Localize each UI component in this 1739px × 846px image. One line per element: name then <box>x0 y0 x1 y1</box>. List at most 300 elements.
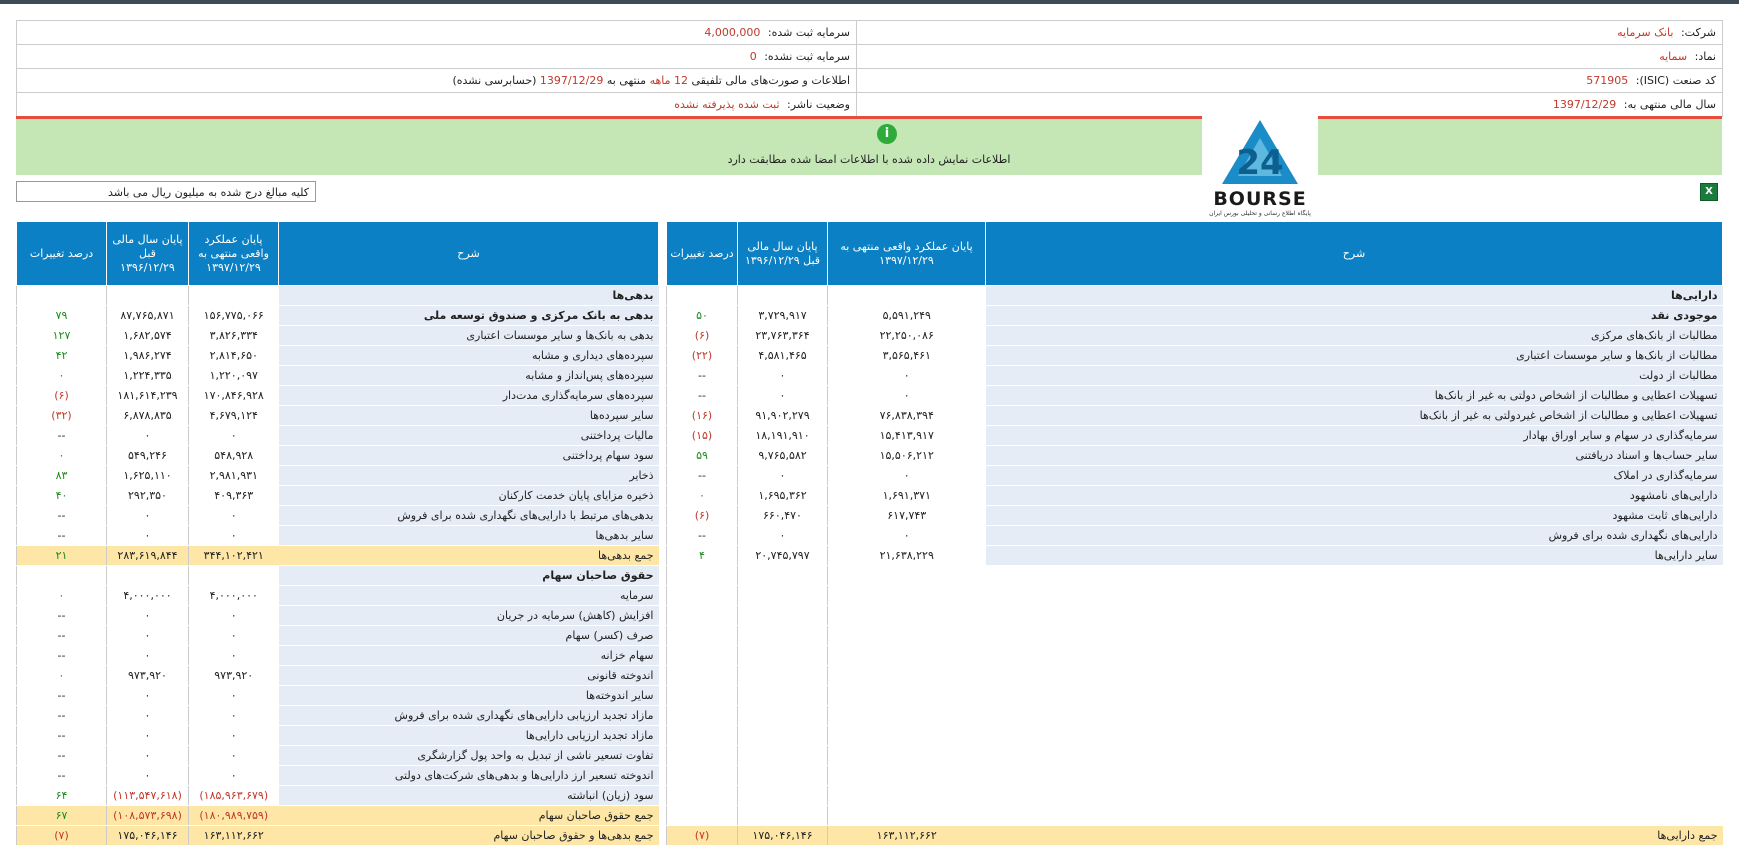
row-desc: سود سهام پرداختنی <box>279 446 659 466</box>
row-current <box>189 286 279 306</box>
isic-label: کد صنعت (ISIC): <box>1635 74 1716 87</box>
row-current: (۱۸۵,۹۶۳,۶۷۹) <box>189 786 279 806</box>
row-change: ۵۰ <box>667 306 738 326</box>
row-change: -- <box>17 686 107 706</box>
table-row <box>17 786 659 806</box>
total-change: (۷) <box>667 826 738 846</box>
row-previous: (۱۱۳,۵۴۷,۶۱۸) <box>107 786 189 806</box>
row-change: ۴ <box>667 546 738 566</box>
row-previous: ۰ <box>107 506 189 526</box>
empty-cell <box>738 586 828 606</box>
row-change: ۰ <box>667 486 738 506</box>
row-change: (۶) <box>667 506 738 526</box>
table-row <box>17 426 659 446</box>
row-desc: سرمایه‌گذاری در سهام و سایر اوراق بهادار <box>986 426 1723 446</box>
empty-cell <box>828 606 986 626</box>
row-desc: جمع بدهی‌ها <box>279 546 659 566</box>
table-row <box>17 446 659 466</box>
empty-cell <box>986 686 1723 706</box>
row-previous: ۶,۸۷۸,۸۳۵ <box>107 406 189 426</box>
row-previous: ۹۷۳,۹۲۰ <box>107 666 189 686</box>
company-cell <box>857 21 1723 45</box>
empty-cell <box>828 706 986 726</box>
empty-cell <box>667 726 738 746</box>
fiscal-year-value: 1397/12/29 <box>1552 98 1617 111</box>
total-change: (۷) <box>17 826 107 846</box>
empty-cell <box>828 766 986 786</box>
row-current: ۱۷۰,۸۴۶,۹۲۸ <box>189 386 279 406</box>
row-previous: ۹,۷۶۵,۵۸۲ <box>738 446 828 466</box>
row-previous: ۰ <box>107 686 189 706</box>
fiscal-year-label: سال مالی منتهی به: <box>1623 98 1716 111</box>
row-previous <box>107 286 189 306</box>
row-current: ۰ <box>189 706 279 726</box>
row-previous: ۲۳,۷۶۳,۳۶۴ <box>738 326 828 346</box>
empty-cell <box>667 786 738 806</box>
total-previous: ۱۷۵,۰۴۶,۱۴۶ <box>107 826 189 846</box>
table-row <box>17 506 659 526</box>
row-desc: سایر اندوخته‌ها <box>279 686 659 706</box>
row-previous: ۱۸۱,۶۱۴,۲۳۹ <box>107 386 189 406</box>
empty-row <box>667 726 1723 746</box>
empty-row <box>667 786 1723 806</box>
empty-cell <box>738 806 828 826</box>
row-desc: مازاد تجدید ارزیابی دارایی‌ها <box>279 726 659 746</box>
empty-row <box>667 766 1723 786</box>
row-change: ۴۲ <box>17 346 107 366</box>
row-change: (۳۲) <box>17 406 107 426</box>
row-change: -- <box>17 726 107 746</box>
verification-notice <box>16 119 1722 175</box>
units-note: کلیه مبالغ درج شده به میلیون ریال می باشد <box>16 181 316 202</box>
row-desc: سایر سپرده‌ها <box>279 406 659 426</box>
empty-cell <box>667 706 738 726</box>
empty-cell <box>828 566 986 586</box>
empty-row <box>667 586 1723 606</box>
table-row <box>17 646 659 666</box>
row-desc: بدهی‌ها <box>279 286 659 306</box>
row-current: ۱۵,۴۱۳,۹۱۷ <box>828 426 986 446</box>
bourse-logo[interactable] <box>1202 112 1318 227</box>
row-current: ۰ <box>189 766 279 786</box>
empty-cell <box>828 626 986 646</box>
table-row <box>667 346 1723 366</box>
table-row <box>17 306 659 326</box>
row-change: -- <box>667 366 738 386</box>
empty-cell <box>828 806 986 826</box>
registered-capital-value: 4,000,000 <box>704 26 761 39</box>
row-current: ۰ <box>189 686 279 706</box>
svg-text:24: 24 <box>1236 143 1284 183</box>
row-desc: سود (زیان) انباشته <box>279 786 659 806</box>
row-desc: تسهیلات اعطایی و مطالبات از اشخاص دولتی به غیر از بانک‌ها <box>986 386 1723 406</box>
empty-row <box>667 686 1723 706</box>
row-current: ۰ <box>189 646 279 666</box>
company-info-table <box>16 20 1723 117</box>
report-prefix: اطلاعات و صورت‌های مالی تلفیقی <box>691 74 850 87</box>
row-previous: ۰ <box>107 606 189 626</box>
row-current: ۱,۶۹۱,۳۷۱ <box>828 486 986 506</box>
table-row <box>17 326 659 346</box>
row-previous: ۶۶۰,۴۷۰ <box>738 506 828 526</box>
empty-row <box>667 606 1723 626</box>
section-row <box>17 566 659 586</box>
row-current: ۴,۰۰۰,۰۰۰ <box>189 586 279 606</box>
row-previous: ۳,۷۲۹,۹۱۷ <box>738 306 828 326</box>
table-row <box>667 366 1723 386</box>
assets-table <box>666 221 1723 846</box>
empty-cell <box>738 686 828 706</box>
report-suffix: (حسابرسی نشده) <box>452 74 537 87</box>
row-previous: ۹۱,۹۰۲,۲۷۹ <box>738 406 828 426</box>
liabilities-table <box>16 221 659 846</box>
row-current: ۰ <box>189 506 279 526</box>
logo-subtitle: پایگاه اطلاع رسانی و تحلیلی بورس ایران <box>1209 210 1311 217</box>
liabilities-change-header: درصد تغییرات <box>17 222 107 286</box>
publisher-status-label: وضعیت ناشر: <box>787 98 850 111</box>
empty-cell <box>986 806 1723 826</box>
assets-change-header: درصد تغییرات <box>667 222 738 286</box>
row-change: -- <box>17 706 107 726</box>
table-row <box>667 426 1723 446</box>
empty-cell <box>667 806 738 826</box>
total-row <box>17 806 659 826</box>
row-desc: سرمایه‌گذاری در املاک <box>986 466 1723 486</box>
row-current: ۱۵۶,۷۷۵,۰۶۶ <box>189 306 279 326</box>
table-row <box>667 306 1723 326</box>
table-row <box>17 386 659 406</box>
publisher-status-cell <box>17 93 857 117</box>
symbol-value[interactable]: سمایه <box>1659 50 1688 63</box>
publisher-status-value: ثبت شده پذیرفته نشده <box>674 98 780 111</box>
empty-cell <box>986 786 1723 806</box>
row-current: ۰ <box>189 526 279 546</box>
liabilities-current-header: پایان عملکرد واقعی منتهی به ۱۳۹۷/۱۲/۲۹ <box>189 222 279 286</box>
empty-cell <box>986 646 1723 666</box>
row-previous: ۰ <box>738 366 828 386</box>
row-change: ۶۷ <box>17 806 107 826</box>
table-row <box>17 586 659 606</box>
empty-cell <box>986 746 1723 766</box>
row-desc: مطالبات از دولت <box>986 366 1723 386</box>
table-row <box>17 746 659 766</box>
row-change: -- <box>667 386 738 406</box>
table-row <box>17 686 659 706</box>
empty-cell <box>738 786 828 806</box>
empty-row <box>667 666 1723 686</box>
row-current: ۳,۸۲۶,۳۳۴ <box>189 326 279 346</box>
row-change: ۴۰ <box>17 486 107 506</box>
empty-cell <box>738 626 828 646</box>
row-current <box>189 566 279 586</box>
logo-brand: BOURSE <box>1213 188 1307 210</box>
symbol-cell <box>857 45 1723 69</box>
row-previous: ۲۸۳,۶۱۹,۸۴۴ <box>107 546 189 566</box>
empty-cell <box>738 766 828 786</box>
row-desc: دارایی‌های ثابت مشهود <box>986 506 1723 526</box>
row-previous: ۰ <box>107 626 189 646</box>
row-previous: ۲۹۲,۳۵۰ <box>107 486 189 506</box>
row-current: ۳,۵۶۵,۴۶۱ <box>828 346 986 366</box>
row-previous: ۰ <box>107 646 189 666</box>
row-desc: دارایی‌های نامشهود <box>986 486 1723 506</box>
table-row <box>17 406 659 426</box>
table-row <box>17 366 659 386</box>
row-change: ۰ <box>17 666 107 686</box>
row-previous: ۴,۰۰۰,۰۰۰ <box>107 586 189 606</box>
row-desc: دارایی‌های نگهداری شده برای فروش <box>986 526 1723 546</box>
table-row <box>17 726 659 746</box>
row-desc: سپرده‌های پس‌انداز و مشابه <box>279 366 659 386</box>
table-row <box>17 466 659 486</box>
section-row <box>667 286 1723 306</box>
empty-cell <box>986 706 1723 726</box>
total-row <box>17 546 659 566</box>
unregistered-capital-label: سرمایه ثبت نشده: <box>764 50 850 63</box>
section-row <box>17 286 659 306</box>
total-previous: ۱۷۵,۰۴۶,۱۴۶ <box>738 826 828 846</box>
isic-value: 571905 <box>1586 74 1629 87</box>
row-previous: ۱۸,۱۹۱,۹۱۰ <box>738 426 828 446</box>
row-previous: ۱,۶۹۵,۳۶۲ <box>738 486 828 506</box>
row-previous: ۴,۵۸۱,۴۶۵ <box>738 346 828 366</box>
row-previous: ۸۷,۷۶۵,۸۷۱ <box>107 306 189 326</box>
row-previous: ۰ <box>107 726 189 746</box>
row-current: ۰ <box>828 526 986 546</box>
row-current: ۰ <box>828 366 986 386</box>
table-row <box>667 406 1723 426</box>
row-current: ۰ <box>189 626 279 646</box>
row-desc: مازاد تجدید ارزیابی دارایی‌های نگهداری شده برای فروش <box>279 706 659 726</box>
liabilities-desc-header: شرح <box>279 222 659 286</box>
row-current: ۶۱۷,۷۴۳ <box>828 506 986 526</box>
report-title-cell <box>17 69 857 93</box>
row-change: ۲۱ <box>17 546 107 566</box>
row-desc: جمع حقوق صاحبان سهام <box>279 806 659 826</box>
empty-cell <box>828 646 986 666</box>
row-desc: سپرده‌های سرمایه‌گذاری مدت‌دار <box>279 386 659 406</box>
row-change: -- <box>17 606 107 626</box>
row-current: ۲۲,۲۵۰,۰۸۶ <box>828 326 986 346</box>
empty-cell <box>667 746 738 766</box>
row-desc: بدهی به بانک مرکزی و صندوق توسعه ملی <box>279 306 659 326</box>
row-current: (۱۸۰,۹۸۹,۷۵۹) <box>189 806 279 826</box>
isic-cell <box>857 69 1723 93</box>
table-row <box>17 486 659 506</box>
row-current: ۵۴۸,۹۲۸ <box>189 446 279 466</box>
row-change: -- <box>17 626 107 646</box>
row-previous: ۱,۶۲۵,۱۱۰ <box>107 466 189 486</box>
row-change: -- <box>17 646 107 666</box>
row-change: (۱۶) <box>667 406 738 426</box>
row-current <box>828 286 986 306</box>
empty-cell <box>667 646 738 666</box>
assets-previous-header: پایان سال مالی قبل ۱۳۹۶/۱۲/۲۹ <box>738 222 828 286</box>
row-desc: دارایی‌ها <box>986 286 1723 306</box>
row-desc: بدهی‌های مرتبط با دارایی‌های نگهداری شده برای فروش <box>279 506 659 526</box>
liabilities-previous-header: پایان سال مالی قبل ۱۳۹۶/۱۲/۲۹ <box>107 222 189 286</box>
row-change: -- <box>17 526 107 546</box>
row-desc: سهام خزانه <box>279 646 659 666</box>
row-desc: حقوق صاحبان سهام <box>279 566 659 586</box>
row-previous: ۰ <box>107 526 189 546</box>
top-bar <box>0 0 1739 4</box>
empty-cell <box>667 566 738 586</box>
empty-cell <box>738 646 828 666</box>
row-current: ۱۵,۵۰۶,۲۱۲ <box>828 446 986 466</box>
empty-row <box>667 566 1723 586</box>
row-desc: سپرده‌های دیداری و مشابه <box>279 346 659 366</box>
row-change: ۷۹ <box>17 306 107 326</box>
empty-cell <box>667 626 738 646</box>
row-previous: ۰ <box>738 466 828 486</box>
row-change: ۱۲۷ <box>17 326 107 346</box>
row-change: (۱۵) <box>667 426 738 446</box>
empty-cell <box>828 786 986 806</box>
empty-cell <box>828 666 986 686</box>
row-previous: ۲۰,۷۴۵,۷۹۷ <box>738 546 828 566</box>
empty-cell <box>828 586 986 606</box>
row-change: ۵۹ <box>667 446 738 466</box>
row-desc: سایر حساب‌ها و اسناد دریافتنی <box>986 446 1723 466</box>
table-row <box>17 706 659 726</box>
empty-cell <box>667 686 738 706</box>
empty-cell <box>667 586 738 606</box>
row-change: -- <box>17 506 107 526</box>
row-current: ۰ <box>189 726 279 746</box>
row-desc: موجودی نقد <box>986 306 1723 326</box>
empty-cell <box>828 726 986 746</box>
row-change: (۶) <box>667 326 738 346</box>
unregistered-capital-value: 0 <box>749 50 757 63</box>
row-change <box>17 286 107 306</box>
empty-cell <box>828 686 986 706</box>
table-row <box>17 606 659 626</box>
row-desc: تسهیلات اعطایی و مطالبات از اشخاص غیردولتی به غیر از بانک‌ها <box>986 406 1723 426</box>
table-row <box>667 526 1723 546</box>
row-previous: ۰ <box>738 526 828 546</box>
row-previous: ۰ <box>738 386 828 406</box>
empty-cell <box>986 766 1723 786</box>
report-mid: منتهی به <box>606 74 647 87</box>
row-desc: سایر دارایی‌ها <box>986 546 1723 566</box>
empty-cell <box>738 666 828 686</box>
logo-mark-icon <box>1202 112 1318 188</box>
row-current: ۲,۸۱۴,۶۵۰ <box>189 346 279 366</box>
table-row <box>667 546 1723 566</box>
row-current: ۰ <box>828 466 986 486</box>
table-row <box>667 386 1723 406</box>
assets-current-header: پایان عملکرد واقعی منتهی به ۱۳۹۷/۱۲/۲۹ <box>828 222 986 286</box>
row-current: ۴۰۹,۳۶۳ <box>189 486 279 506</box>
row-desc: مطالبات از بانک‌های مرکزی <box>986 326 1723 346</box>
report-date: 1397/12/29 <box>539 74 604 87</box>
empty-cell <box>738 606 828 626</box>
table-row <box>17 526 659 546</box>
table-row <box>667 326 1723 346</box>
row-previous: ۱,۲۲۴,۳۳۵ <box>107 366 189 386</box>
row-desc: ذخایر <box>279 466 659 486</box>
row-current: ۲,۹۸۱,۹۳۱ <box>189 466 279 486</box>
notice-text: اطلاعات نمایش داده شده با اطلاعات امضا شده مطابقت دارد <box>727 153 1011 166</box>
empty-cell <box>986 606 1723 626</box>
table-row <box>667 446 1723 466</box>
row-change: -- <box>667 526 738 546</box>
grand-total-row <box>17 826 659 846</box>
row-desc: اندوخته قانونی <box>279 666 659 686</box>
excel-export-icon[interactable]: X <box>1700 183 1718 201</box>
total-current: ۱۶۳,۱۱۲,۶۶۲ <box>828 826 986 846</box>
empty-cell <box>738 726 828 746</box>
empty-cell <box>986 666 1723 686</box>
symbol-label: نماد: <box>1694 50 1716 63</box>
empty-cell <box>738 706 828 726</box>
row-desc: ذخیره مزایای پایان خدمت کارکنان <box>279 486 659 506</box>
row-desc: اندوخته تسعیر ارز دارایی‌ها و بدهی‌های شرکت‌های دولتی <box>279 766 659 786</box>
table-row <box>667 466 1723 486</box>
total-desc: جمع دارایی‌ها <box>986 826 1723 846</box>
row-desc: بدهی به بانک‌ها و سایر موسسات اعتباری <box>279 326 659 346</box>
empty-cell <box>667 766 738 786</box>
registered-capital-label: سرمایه ثبت شده: <box>767 26 850 39</box>
empty-cell <box>667 606 738 626</box>
company-label: شرکت: <box>1680 26 1716 39</box>
row-previous: ۵۴۹,۲۴۶ <box>107 446 189 466</box>
row-previous: ۱,۶۸۲,۵۷۴ <box>107 326 189 346</box>
row-desc: سایر بدهی‌ها <box>279 526 659 546</box>
registered-capital-cell <box>17 21 857 45</box>
empty-row <box>667 646 1723 666</box>
row-previous: ۰ <box>107 746 189 766</box>
total-desc: جمع بدهی‌ها و حقوق صاحبان سهام <box>279 826 659 846</box>
row-change <box>17 566 107 586</box>
unregistered-capital-cell <box>17 45 857 69</box>
table-row <box>667 486 1723 506</box>
grand-total-row <box>667 826 1723 846</box>
row-previous: ۰ <box>107 426 189 446</box>
empty-cell <box>738 746 828 766</box>
row-change: ۶۴ <box>17 786 107 806</box>
row-change: ۰ <box>17 446 107 466</box>
total-current: ۱۶۳,۱۱۲,۶۶۲ <box>189 826 279 846</box>
row-previous: (۱۰۸,۵۷۳,۶۹۸) <box>107 806 189 826</box>
row-previous <box>107 566 189 586</box>
empty-cell <box>667 666 738 686</box>
row-current: ۰ <box>828 386 986 406</box>
row-current: ۴,۶۷۹,۱۲۴ <box>189 406 279 426</box>
table-row <box>667 506 1723 526</box>
assets-desc-header: شرح <box>986 222 1723 286</box>
report-months: 12 ماهه <box>649 74 689 87</box>
row-previous: ۱,۹۸۶,۲۷۴ <box>107 346 189 366</box>
company-value[interactable]: بانک سرمایه <box>1617 26 1674 39</box>
empty-row <box>667 706 1723 726</box>
row-current: ۰ <box>189 426 279 446</box>
empty-cell <box>986 566 1723 586</box>
row-change: -- <box>17 426 107 446</box>
table-row <box>17 766 659 786</box>
table-row <box>17 346 659 366</box>
empty-cell <box>986 726 1723 746</box>
row-change: -- <box>17 746 107 766</box>
row-current: ۳۴۴,۱۰۲,۴۲۱ <box>189 546 279 566</box>
row-change <box>667 286 738 306</box>
info-icon: i <box>877 124 897 144</box>
row-current: ۱,۲۲۰,۰۹۷ <box>189 366 279 386</box>
row-desc: افزایش (کاهش) سرمایه در جریان <box>279 606 659 626</box>
empty-cell <box>738 566 828 586</box>
row-change: -- <box>17 766 107 786</box>
